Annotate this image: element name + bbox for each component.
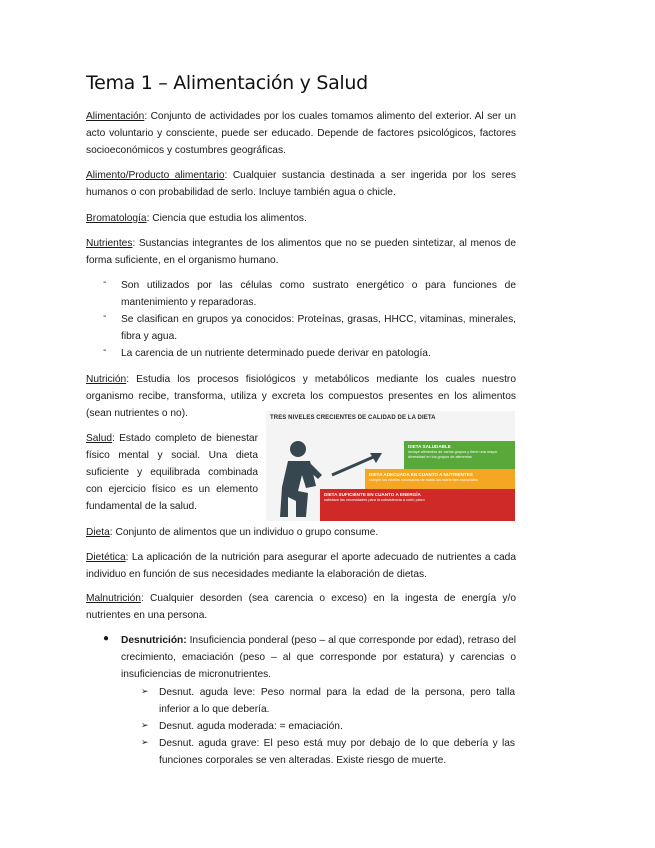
dash-marker: - <box>103 311 107 322</box>
dash-marker: - <box>103 345 107 356</box>
band-label: DIETA ADECUADA EN CUANTO A NUTRIENTES <box>369 472 473 477</box>
def-desnutricion <box>121 632 516 683</box>
dash-marker: - <box>103 277 107 288</box>
term-nutricion: Nutrición <box>86 374 127 385</box>
term-nutrientes: Nutrientes <box>86 238 133 249</box>
def-text: : Ciencia que estudia los alimentos. <box>146 213 307 224</box>
term-alimento: Alimento/Producto alimentario <box>86 170 225 181</box>
term-dieta: Dieta <box>86 527 110 538</box>
def-alimentacion <box>86 108 516 159</box>
def-text: : Conjunto de actividades por los cuales tomamos alimento del exterior. Al ser un acto voluntario y consciente, puede ser educado. Depende de factores psicológicos, factores socioeconómicos y costumbres geográficas. <box>86 111 516 156</box>
def-nutrientes <box>86 235 516 269</box>
def-bromatologia <box>86 210 516 227</box>
def-dietetica <box>86 549 516 583</box>
band-sub: incluye alimentos de varios grupos y tiene una mayor diversidad en los grupos de alimentos <box>408 450 498 459</box>
def-text: : Cualquier sustancia destinada a ser ingerida por los seres humanos o con probabilidad de serlo. Incluye también agua o chicle. <box>86 170 516 198</box>
list-item: Desnut. aguda grave: El peso está muy por debajo de lo que debería y las funciones corporales se ven alteradas. Existe riesgo de muerte. <box>159 738 515 766</box>
def-text: : La aplicación de la nutrición para asegurar el aporte adecuado de nutrientes a cada individuo en función de sus necesidades mediante la elaboración de dietas. <box>86 552 516 580</box>
def-text: : Estado completo de bienestar físico mental y social. Una dieta suficiente y equilibrada combinada con ejercicio físico es un elemento fundamental de la salud. <box>86 433 258 512</box>
list-item: Se clasifican en grupos ya conocidos: Proteínas, grasas, HHCC, vitaminas, minerales, fibra y agua. <box>121 314 516 342</box>
band-sub: satisface las necesidades para la subsistencia a corto plazo <box>324 498 425 502</box>
figure-title: TRES NIVELES CRECIENTES DE CALIDAD DE LA DIETA <box>270 415 436 421</box>
term-desnutricion: Desnutrición: <box>121 635 187 646</box>
list-item: Son utilizados por las células como sustrato energético o para funciones de mantenimiento y reparadoras. <box>121 280 516 308</box>
def-text: : Cualquier desorden (sea carencia o exceso) en la ingesta de energía y/o nutrientes en una persona. <box>86 593 516 621</box>
band-adecuada <box>365 469 515 489</box>
def-dieta <box>86 524 516 541</box>
arrow-bullet-icon: ➢ <box>141 720 149 730</box>
page-title: Tema 1 – Alimentación y Salud <box>86 72 368 94</box>
def-text: : Conjunto de alimentos que un individuo o grupo consume. <box>109 527 379 538</box>
term-salud: Salud <box>86 433 113 444</box>
band-label: DIETA SALUDABLE <box>408 444 451 449</box>
bullet-marker: ● <box>103 633 110 644</box>
def-text: : Estudia los procesos fisiológicos y metabólicos mediante los cuales nuestro organismo recibe, transforma, utiliza y excreta los compuestos presentes en los alimentos (sean nutrientes o no). <box>86 374 516 419</box>
def-text: : Sustancias integrantes de los alimentos que no se pueden sintetizar, al menos de forma suficiente, en el organismo humano. <box>86 238 516 266</box>
band-label: DIETA SUFICIENTE EN CUANTO A ENERGÍA <box>324 492 421 497</box>
list-item: Desnut. aguda moderada: = emaciación. <box>159 721 343 732</box>
term-dietetica: Dietética <box>86 552 126 563</box>
def-text: Insuficiencia ponderal (peso – al que corresponde por edad), retraso del crecimiento, emaciación (peso – al que corresponde por estatura) y carencias o insuficiencias de micronutrientes. <box>121 635 516 680</box>
arrow-bullet-icon: ➢ <box>141 737 149 747</box>
term-bromatologia: Bromatología <box>86 213 147 224</box>
diet-quality-figure <box>266 411 515 521</box>
list-item: Desnut. aguda leve: Peso normal para la edad de la persona, pero talla inferior a lo que debería. <box>159 687 515 715</box>
def-malnutricion <box>86 590 516 624</box>
list-item: La carencia de un nutriente determinado puede derivar en patología. <box>121 348 431 359</box>
def-salud <box>86 430 258 515</box>
term-alimentacion: Alimentación <box>86 111 145 122</box>
term-malnutricion: Malnutrición <box>86 593 141 604</box>
arrow-bullet-icon: ➢ <box>141 686 149 696</box>
band-suficiente <box>320 489 515 521</box>
def-alimento <box>86 167 516 201</box>
band-sub: cumple los niveles necesarios de todos los nutrientes esenciales <box>369 478 478 482</box>
